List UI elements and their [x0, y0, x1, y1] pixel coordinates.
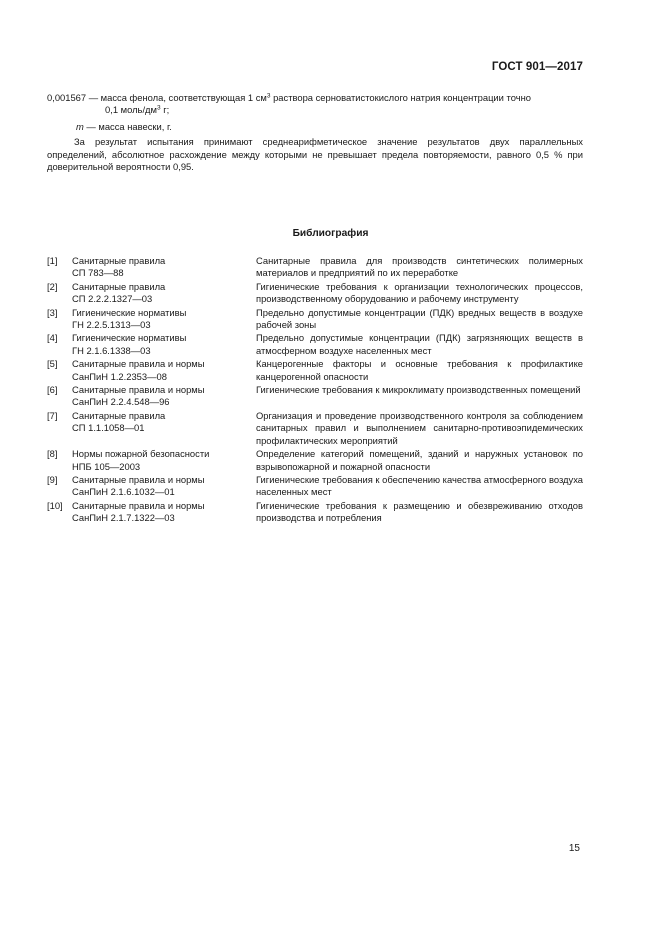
- definition-constant: [47, 92, 583, 117]
- bibliography-item: [47, 448, 583, 473]
- bibliography-item-number: [3]: [47, 306, 58, 318]
- bibliography-item-source: Санитарные правила и нормы СанПиН 2.1.6.1032—01: [72, 473, 205, 498]
- bibliography-item-number: [1]: [47, 255, 58, 266]
- bibliography-item-source: Нормы пожарной безопасности НПБ 105—2003: [72, 448, 210, 472]
- definition-mass-variable: m: [76, 120, 84, 132]
- bibliography-title: Библиография: [292, 228, 369, 239]
- bibliography-item: [47, 384, 583, 409]
- bibliography-item-number: [6]: [47, 384, 58, 396]
- definition-constant-lead: 0,001567 — масса фенола, соответствующая 1 см: [47, 92, 267, 103]
- definition-constant-tail: раствора серноватистокислого натрия концентрации точно: [270, 92, 531, 103]
- bibliography-item-source: Гигиенические нормативы ГН 2.2.5.1313—03: [72, 306, 187, 331]
- formula-definitions: [47, 92, 583, 173]
- bibliography-item: [47, 307, 583, 332]
- definition-constant-unit: 0,1 моль/дм: [105, 104, 157, 116]
- definition-constant-continuation: [47, 104, 583, 116]
- bibliography-item: [47, 500, 583, 525]
- page-number: 15: [568, 843, 580, 854]
- bibliography-item-source: Гигиенические нормативы ГН 2.1.6.1338—03: [72, 332, 187, 356]
- bibliography-item-source: Санитарные правила и нормы СанПиН 2.1.7.1322—03: [72, 499, 205, 524]
- definition-mass: [47, 121, 583, 133]
- bibliography-item-description: Предельно допустимые концентрации (ПДК) вредных веществ в воздухе рабочей зоны: [256, 306, 583, 331]
- bibliography-item-description: Предельно допустимые концентрации (ПДК) загрязняющих веществ в атмосферном воздухе населенных мест: [256, 332, 583, 356]
- bibliography-item: [47, 410, 583, 447]
- bibliography-item-number: [4]: [47, 332, 58, 344]
- bibliography-item-number: [7]: [47, 409, 58, 421]
- standard-code: ГОСТ 901—2017: [491, 61, 583, 73]
- bibliography-item: [47, 474, 583, 499]
- bibliography-item-source: Санитарные правила и нормы СанПиН 1.2.2353—08: [72, 358, 205, 382]
- bibliography-item-number: [8]: [47, 448, 58, 460]
- bibliography-item: [47, 281, 583, 306]
- bibliography-item-description: Гигиенические требования к микроклимату производственных помещений: [256, 384, 581, 396]
- bibliography-item: [47, 358, 583, 383]
- bibliography-item-number: [10]: [47, 499, 63, 511]
- definition-constant-sup: 3: [266, 92, 271, 100]
- bibliography-item-description: Гигиенические требования к организации технологических процессов, производственному оборудованию и рабочему инструменту: [256, 280, 583, 305]
- definition-constant-unit-sup: 3: [156, 104, 161, 112]
- bibliography-item-description: Организация и проведение производственного контроля за соблюдением санитарных правил и выполнением санитарно-противоэпидемических профилактических мероприятий: [256, 409, 583, 446]
- bibliography-item-number: [9]: [47, 473, 58, 485]
- definition-mass-text: — масса навески, г.: [83, 120, 172, 132]
- bibliography-item-source: Санитарные правила СП 783—88: [72, 255, 166, 279]
- bibliography-item-description: Канцерогенные факторы и основные требования к профилактике канцерогенной опасности: [256, 358, 583, 382]
- bibliography-list: [47, 255, 583, 526]
- bibliography-item-description: Санитарные правила для производств синтетических полимерных материалов и предприятий по их переработке: [256, 255, 583, 279]
- bibliography-item-description: Определение категорий помещений, зданий и наружных установок по взрывопожарной и пожарной опасности: [256, 448, 583, 472]
- result-paragraph: За результат испытания принимают среднеарифметическое значение результатов двух параллельных определений, абсолютное расхождение между которыми не превышает предела повторяемости, равного 0,5 % при доверительной вероятности 0,95.: [47, 136, 583, 173]
- bibliography-item: [47, 332, 583, 357]
- bibliography-item-description: Гигиенические требования к размещению и обезвреживанию отходов производства и потребления: [256, 499, 583, 524]
- bibliography-item-source: Санитарные правила и нормы СанПиН 2.2.4.548—96: [72, 384, 205, 408]
- bibliography-item-number: [5]: [47, 358, 58, 370]
- bibliography-item-number: [2]: [47, 280, 58, 292]
- definition-constant-unit-tail: г;: [160, 104, 170, 116]
- bibliography-item-source: Санитарные правила СП 2.2.2.1327—03: [72, 280, 166, 305]
- bibliography-item-description: Гигиенические требования к обеспечению качества атмосферного воздуха населенных мест: [256, 473, 583, 498]
- bibliography-item: [47, 255, 583, 280]
- bibliography-item-source: Санитарные правила СП 1.1.1058—01: [72, 409, 166, 434]
